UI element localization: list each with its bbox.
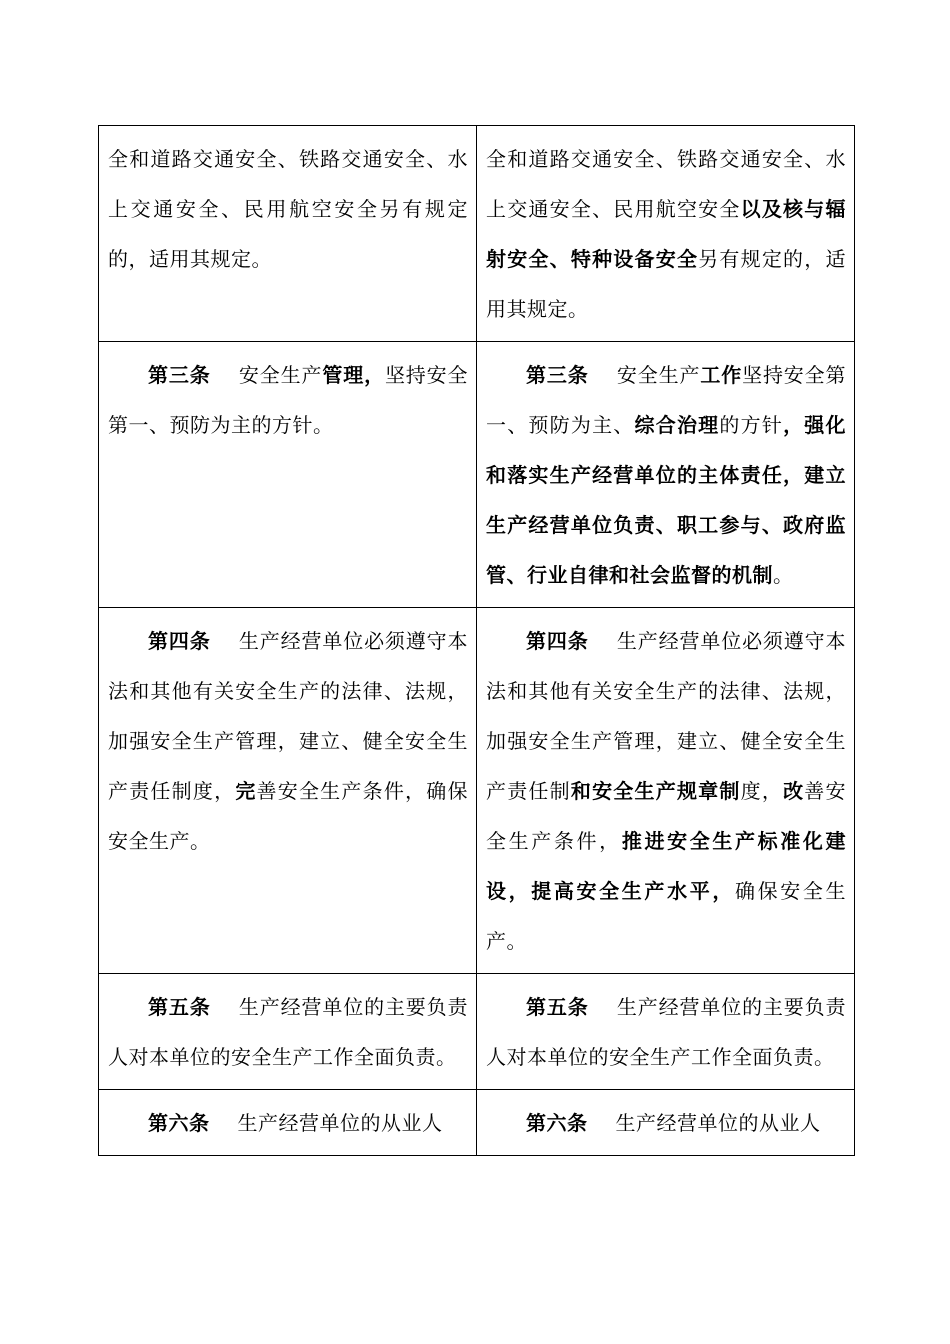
article-paragraph (486, 616, 846, 966)
article-number: 第五条 (148, 995, 211, 1019)
article-paragraph (486, 134, 846, 334)
text-segment: 生产经营单位必须遵守本法和其他有关安全生产的法律、法规，加强安全生产管理，建立、健全安全生产责任制度， (108, 629, 469, 803)
text-segment: 善安全生产条件， (486, 779, 846, 853)
amended-text: 工作 (700, 363, 743, 387)
text-segment: 全和道路交通安全、铁路交通安全、水上交通安全、民用航空安全 (486, 147, 846, 221)
article-number: 第六条 (148, 1111, 210, 1135)
text-segment: 确保安全生产。 (486, 879, 847, 953)
text-segment: 全和道路交通安全、铁路交通安全、水上交通安全、民用航空安全另有规定的，适用其规定。 (108, 147, 468, 271)
article-number: 第六条 (526, 1111, 588, 1135)
text-segment: 另有规定的，适用其规定。 (486, 247, 846, 321)
text-segment: 坚持安全第一、预防为主、 (486, 363, 847, 437)
amended-text: 改 (783, 779, 805, 803)
article-number: 第四条 (526, 629, 589, 653)
amended-text: 综合治理 (634, 413, 720, 437)
text-segment: 生产经营单位的主要负责人对本单位的安全生产工作全面负责。 (486, 995, 847, 1069)
table-row (99, 1090, 855, 1156)
new-text-cell (477, 126, 855, 342)
article-number: 第三条 (526, 363, 589, 387)
text-segment: 生产经营单位必须遵守本法和其他有关安全生产的法律、法规，加强安全生产管理，建立、健全安全生产责任制 (486, 629, 847, 803)
text-segment: 生产经营单位的主要负责人对本单位的安全生产工作全面负责。 (108, 995, 469, 1069)
article-number: 第四条 (148, 629, 211, 653)
text-segment: 。 (773, 563, 794, 587)
amended-text: 和安全生产规章制 (570, 779, 741, 803)
old-text-cell (99, 974, 477, 1090)
article-paragraph (486, 982, 846, 1082)
article-paragraph (108, 350, 468, 450)
text-segment: 坚持安全第一、预防为主的方针。 (108, 363, 469, 437)
old-text-cell (99, 608, 477, 974)
old-text-cell (99, 342, 477, 608)
table-row (99, 126, 855, 342)
amended-text: 推进安全生产标准化建设，提高安全生产水平， (486, 829, 847, 903)
article-number: 第三条 (148, 363, 211, 387)
text-segment: 安全生产 (616, 363, 701, 387)
article-paragraph (108, 1098, 468, 1148)
new-text-cell (477, 608, 855, 974)
article-paragraph (108, 134, 468, 284)
amended-text: ，强化和落实生产经营单位的主体责任，建立生产经营单位负责、职工参与、政府监管、行业自律和社会监督的机制 (486, 413, 846, 587)
table-row (99, 342, 855, 608)
article-paragraph (486, 350, 846, 600)
new-text-cell (477, 974, 855, 1090)
text-segment: 善安全生产条件，确保安全生产。 (108, 779, 468, 853)
old-text-cell (99, 126, 477, 342)
new-text-cell (477, 1090, 855, 1156)
amended-text: 以及核与辐射安全、特种设备安全 (486, 197, 846, 271)
table-body (99, 126, 855, 1156)
text-segment: 安全生产 (238, 363, 323, 387)
old-text-cell (99, 1090, 477, 1156)
text-segment: 的方针 (719, 413, 784, 437)
text-segment: 生产经营单位的从业人 (237, 1111, 443, 1135)
text-segment: 度， (740, 779, 784, 803)
article-paragraph (108, 616, 468, 866)
amended-text: 管理， (322, 363, 385, 387)
table-row (99, 608, 855, 974)
article-number: 第五条 (526, 995, 589, 1019)
new-text-cell (477, 342, 855, 608)
law-comparison-table (98, 125, 855, 1156)
article-paragraph (108, 982, 468, 1082)
article-paragraph (486, 1098, 846, 1148)
text-segment: 生产经营单位的从业人 (615, 1111, 821, 1135)
amended-text: 完 (235, 779, 257, 803)
table-row (99, 974, 855, 1090)
